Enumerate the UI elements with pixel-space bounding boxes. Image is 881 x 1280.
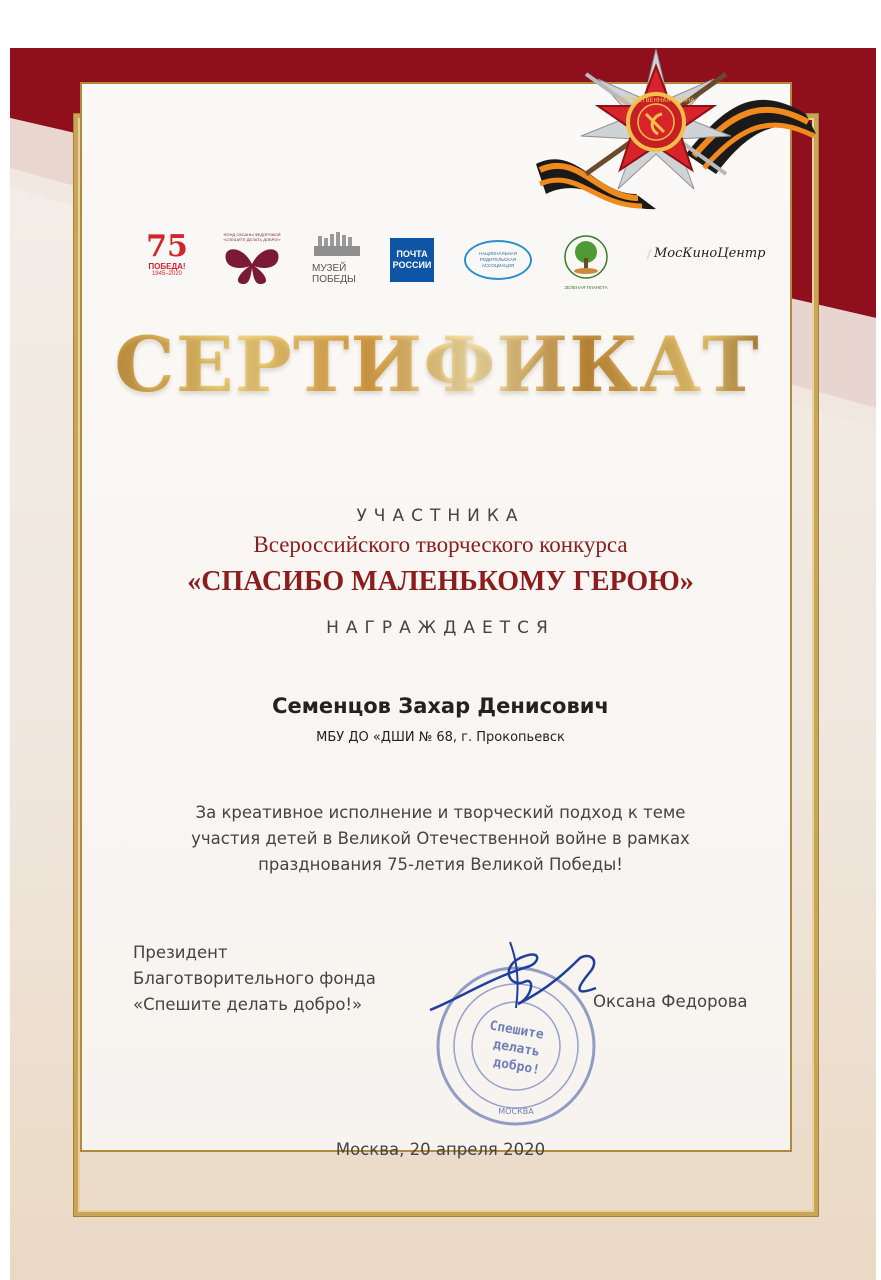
victory-75-years: 1945–2020 <box>151 271 183 277</box>
post-logo-line1: ПОЧТА <box>396 249 428 259</box>
place-and-date: Москва, 20 апреля 2020 <box>335 1140 546 1159</box>
museum-building-icon <box>312 232 362 258</box>
ecology-logo <box>560 234 612 290</box>
reason-line-1: За креативное исполнение и творческий подход к теме <box>195 803 686 822</box>
victory-75-logo <box>142 229 192 277</box>
museum-logo <box>312 232 362 285</box>
stamp-text-line3: добро! <box>492 1055 542 1079</box>
museum-logo-line1: МУЗЕЙ <box>312 263 347 274</box>
signer-name: Оксана Федорова <box>593 992 748 1011</box>
contest-name-line: «СПАСИБО МАЛЕНЬКОМУ ГЕРОЮ» <box>187 566 694 597</box>
badge-ring-text: ОТЕЧЕСТВЕННАЯ ВОЙНА <box>617 97 695 104</box>
parents-association-caption: НАЦИОНАЛЬНАЯ РОДИТЕЛЬСКАЯ АССОЦИАЦИЯ <box>478 251 518 268</box>
recipient-school: МБУ ДО «ДШИ № 68, г. Прокопьевск <box>316 730 565 745</box>
museum-logo-line2: ПОБЕДЫ <box>312 274 356 285</box>
filmcenter-logo <box>648 246 766 261</box>
contest-type-line: Всероссийского творческого конкурса <box>253 532 628 557</box>
ecology-logo-caption: ЗЕЛЕНАЯ ПЛАНЕТА <box>564 285 608 290</box>
russian-post-logo <box>390 238 434 282</box>
signer-position-line1: Президент <box>133 943 228 962</box>
victory-75-label: ПОБЕДА! <box>148 262 186 271</box>
fund-stamp-with-signature <box>420 938 620 1128</box>
stamp-city: МОСКВА <box>498 1107 534 1116</box>
filmcenter-flag-icon <box>646 249 652 259</box>
fund-logo <box>216 232 288 291</box>
certificate-title: СЕРТИФИКАТ <box>92 320 782 409</box>
signer-position-line3: «Спешите делать добро!» <box>133 995 363 1014</box>
signer-position <box>133 940 376 1018</box>
recipient-name: Семенцов Захар Денисович <box>272 694 609 718</box>
parents-association-logo <box>464 240 532 280</box>
reason-line-3: празднования 75-летия Великой Победы! <box>258 855 623 874</box>
tree-icon <box>560 234 612 280</box>
stamp-text-line2: делать <box>492 1037 542 1061</box>
order-of-patriotic-war-icon <box>516 44 816 214</box>
victory-75-number: 75 <box>146 229 188 264</box>
reason-line-2: участия детей в Великой Отечественной войне в рамках <box>191 829 690 848</box>
stamp-text-line1: Спешите <box>488 1018 545 1043</box>
signer-position-line2: Благотворительного фонда <box>133 969 376 988</box>
partner-logos-row <box>128 229 768 292</box>
participant-label: УЧАСТНИКА <box>356 506 525 526</box>
awarded-label: НАГРАЖДАЕТСЯ <box>326 618 555 638</box>
filmcenter-logo-text: МосКиноЦентр <box>654 246 766 261</box>
butterfly-icon <box>216 242 288 286</box>
fund-logo-caption: ФОНД ОКСАНЫ ФЕДОРОВОЙ «СПЕШИТЕ ДЕЛАТЬ ДОБРО!» <box>223 232 281 242</box>
post-logo-line2: РОССИИ <box>392 260 432 270</box>
